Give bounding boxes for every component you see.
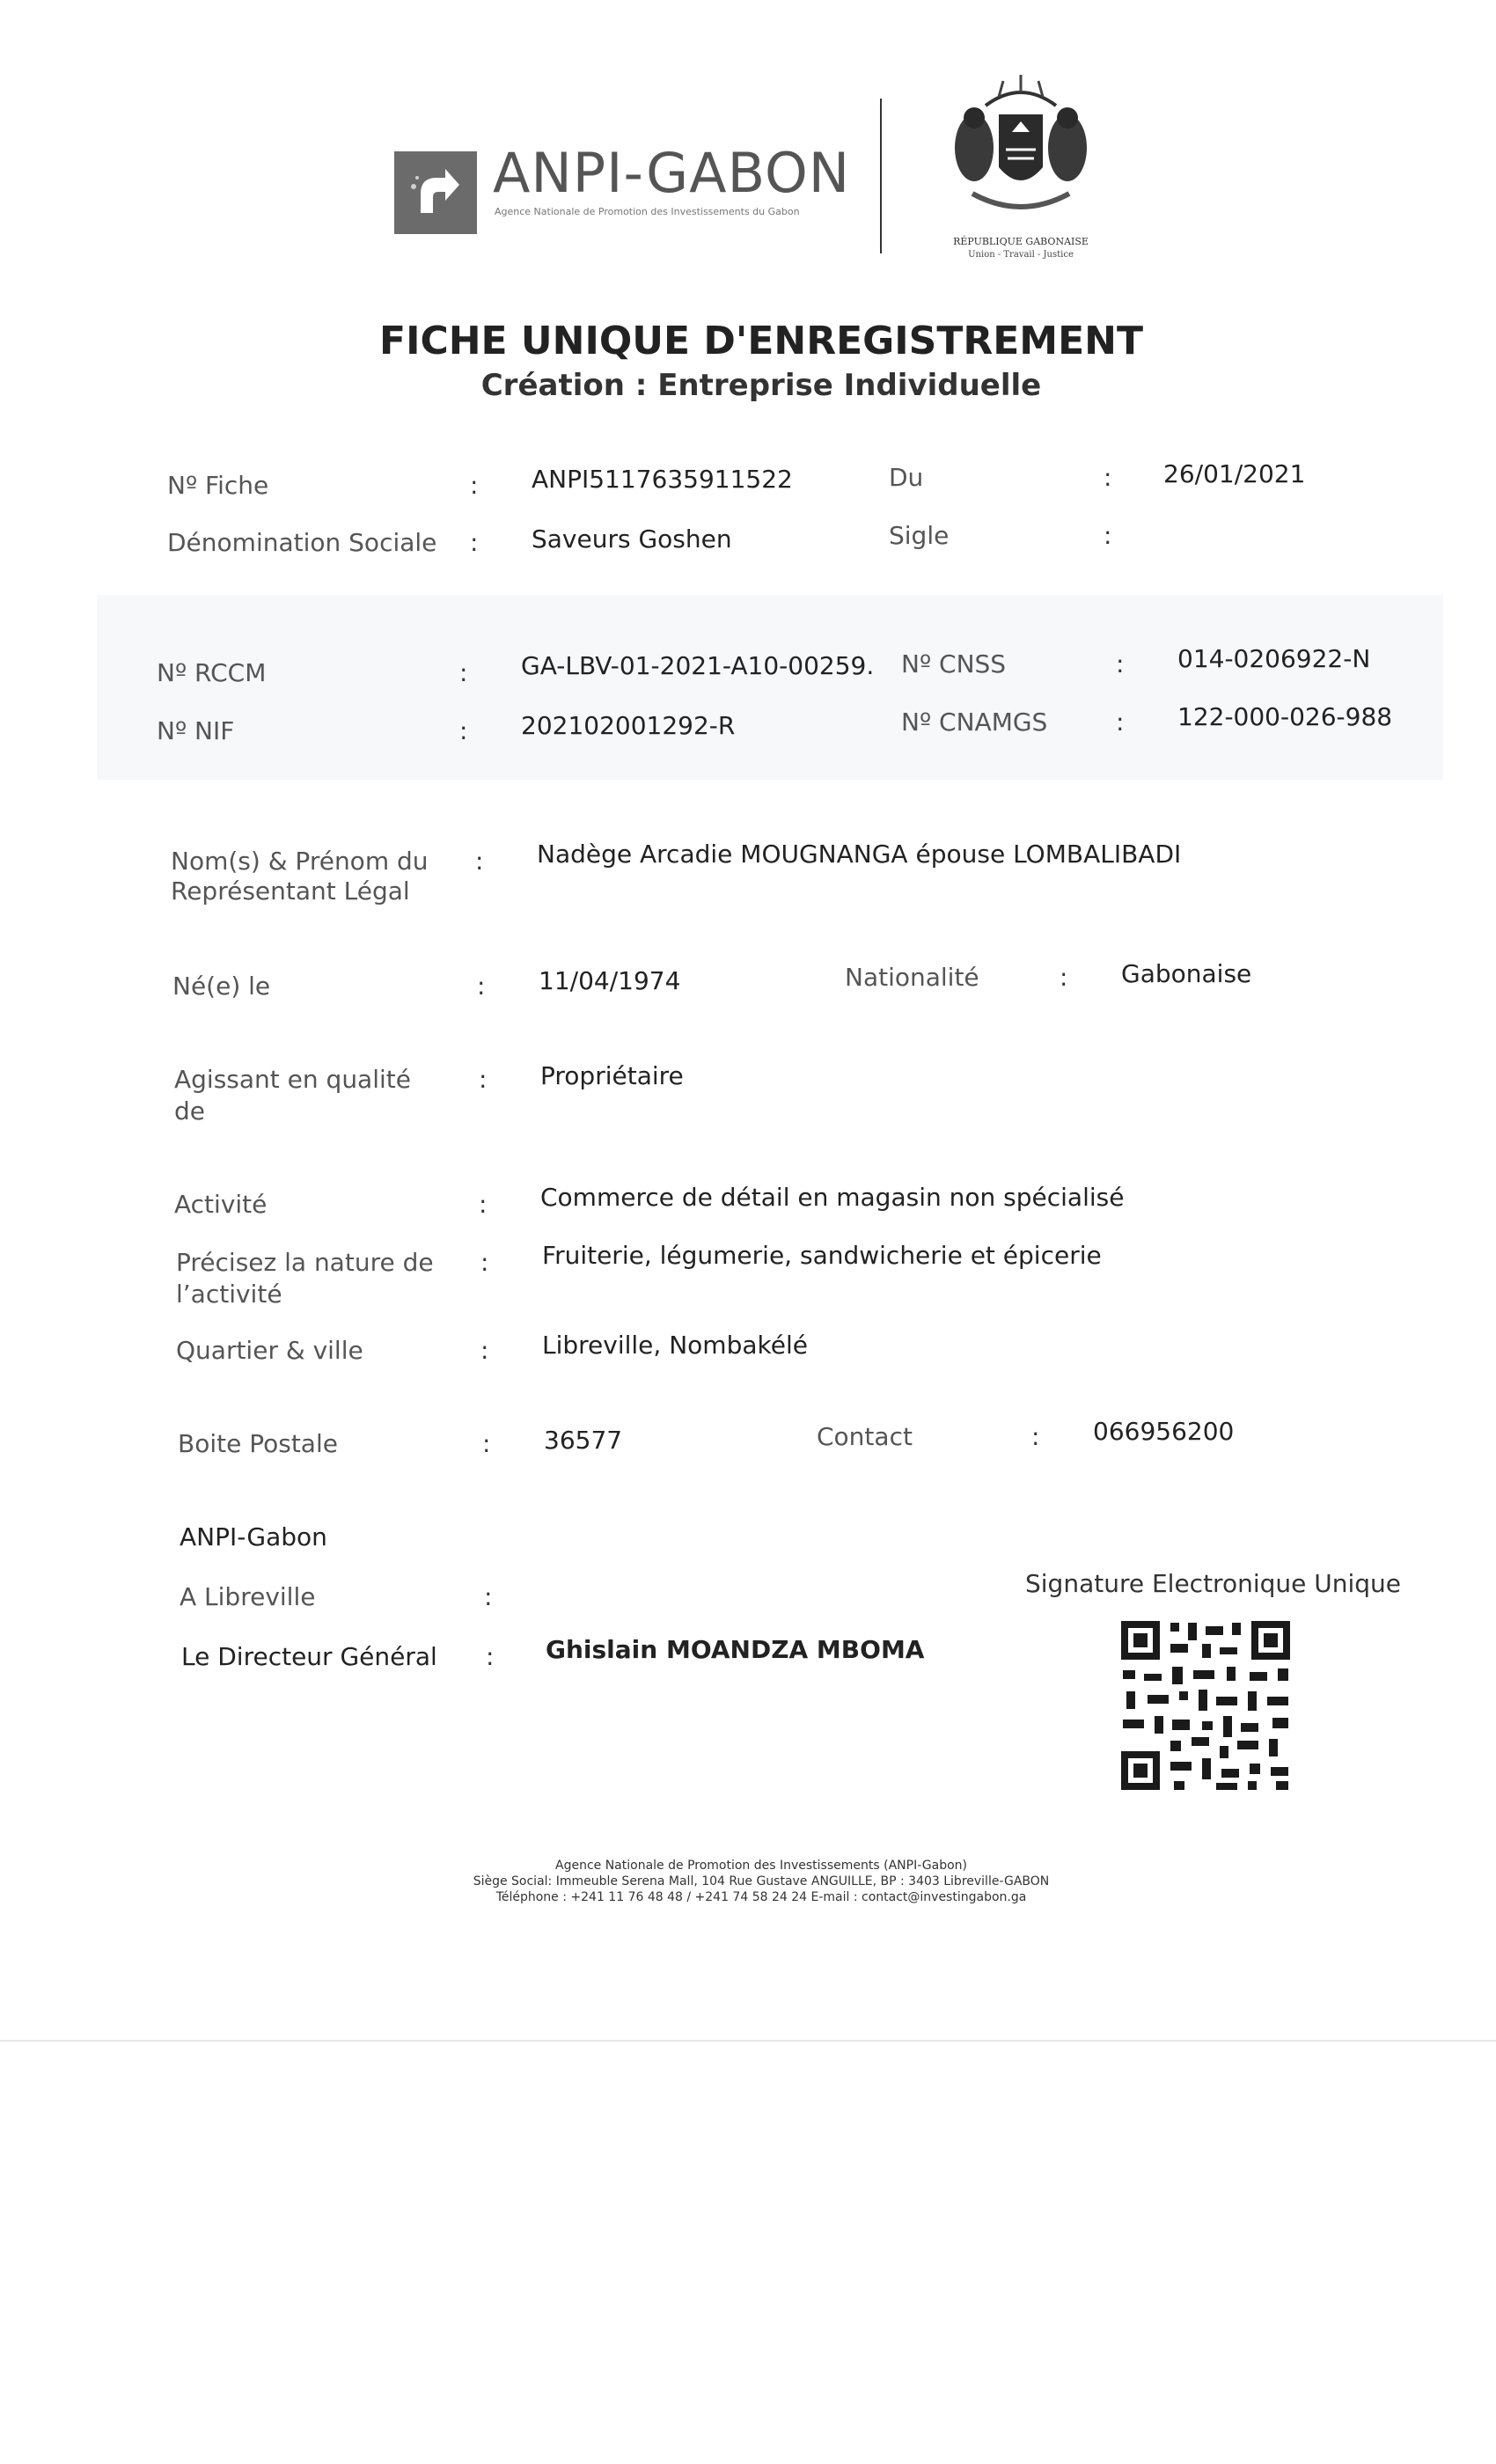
nature-colon: :	[480, 1248, 489, 1277]
ne-le-value: 11/04/1974	[539, 966, 681, 995]
nationalite-value: Gabonaise	[1121, 959, 1252, 988]
boite-postale-label: Boite Postale	[178, 1429, 338, 1458]
agency-name: ANPI-Gabon	[180, 1522, 327, 1551]
activite-colon: :	[479, 1190, 488, 1219]
qr-code-icon	[1118, 1617, 1294, 1793]
quartier-colon: :	[480, 1336, 489, 1365]
representant-value: Nadège Arcadie MOUGNANGA épouse LOMBALIBADI	[537, 840, 1182, 869]
scan-page-edge	[0, 2040, 1496, 2042]
du-colon: :	[1104, 463, 1112, 492]
nature-label-line1: Précisez la nature de	[176, 1248, 434, 1277]
qualite-label-line2: de	[174, 1096, 205, 1126]
rccm-value: GA-LBV-01-2021-A10-00259.	[521, 651, 875, 680]
cnamgs-value: 122-000-026-988	[1177, 702, 1393, 731]
representant-label-line2: Représentant Légal	[171, 876, 410, 906]
nationalite-label: Nationalité	[845, 963, 979, 992]
logo-tagline: Agence Nationale de Promotion des Investissements du Gabon	[495, 206, 800, 217]
nature-label-line2: l’activité	[176, 1280, 282, 1309]
qualite-colon: :	[479, 1065, 488, 1094]
du-label: Du	[889, 463, 924, 492]
e-signature-title: Signature Electronique Unique	[1025, 1569, 1402, 1598]
rccm-colon: :	[459, 658, 468, 687]
cnamgs-colon: :	[1116, 708, 1125, 737]
denomination-label: Dénomination Sociale	[167, 528, 437, 557]
nif-value: 202102001292-R	[521, 711, 736, 740]
ne-le-colon: :	[477, 972, 486, 1001]
director-name: Ghislain MOANDZA MBOMA	[546, 1635, 925, 1664]
director-colon: :	[486, 1642, 495, 1671]
denomination-colon: :	[470, 528, 479, 557]
document-subtitle: Création : Entreprise Individuelle	[480, 368, 1042, 403]
qualite-label-line1: Agissant en qualité	[174, 1065, 411, 1094]
anpi-logo-mark	[394, 151, 477, 234]
ne-le-label: Né(e) le	[172, 972, 271, 1001]
representant-colon: :	[475, 847, 484, 876]
quartier-label: Quartier & ville	[176, 1336, 363, 1365]
coat-of-arms-icon	[937, 70, 1104, 229]
boite-postale-value: 36577	[544, 1426, 623, 1455]
fiche-value: ANPI5117635911522	[532, 465, 793, 494]
cnss-value: 014-0206922-N	[1177, 644, 1371, 673]
footer-line1: Agence Nationale de Promotion des Investissements (ANPI-Gabon)	[555, 1859, 967, 1873]
activite-label: Activité	[174, 1190, 268, 1219]
header-divider	[880, 99, 882, 253]
contact-value: 066956200	[1093, 1417, 1235, 1446]
nif-colon: :	[459, 716, 468, 745]
cnamgs-label: Nº CNAMGS	[901, 708, 1048, 737]
director-label: Le Directeur Général	[181, 1642, 437, 1671]
city-label: A Libreville	[180, 1582, 316, 1611]
du-value: 26/01/2021	[1163, 459, 1306, 488]
republic-motto: Union - Travail - Justice	[968, 250, 1074, 260]
boite-postale-colon: :	[482, 1429, 491, 1458]
cnss-label: Nº CNSS	[901, 649, 1007, 678]
nif-label: Nº NIF	[157, 716, 235, 745]
nature-value: Fruiterie, légumerie, sandwicherie et épicerie	[542, 1241, 1102, 1270]
sigle-label: Sigle	[889, 521, 950, 550]
republic-name: RÉPUBLIQUE GABONAISE	[953, 236, 1089, 247]
city-colon: :	[484, 1582, 493, 1611]
fiche-label: Nº Fiche	[167, 471, 269, 500]
qualite-value: Propriétaire	[540, 1061, 684, 1090]
registration-band	[97, 595, 1443, 780]
quartier-value: Libreville, Nombakélé	[542, 1331, 808, 1360]
nationalite-colon: :	[1060, 963, 1068, 992]
fiche-colon: :	[470, 471, 479, 500]
footer-line2: Siège Social: Immeuble Serena Mall, 104 Rue Gustave ANGUILLE, BP : 3403 Libreville-GABON	[473, 1874, 1050, 1888]
arrow-icon	[394, 151, 477, 234]
footer-line3: Téléphone : +241 11 76 48 48 / +241 74 58 24 24 E-mail : contact@investingabon.ga	[495, 1890, 1027, 1904]
rccm-label: Nº RCCM	[157, 658, 267, 687]
document-title: FICHE UNIQUE D'ENREGISTREMENT	[379, 319, 1143, 363]
representant-label-line1: Nom(s) & Prénom du	[171, 847, 429, 876]
activite-value: Commerce de détail en magasin non spécialisé	[540, 1183, 1125, 1212]
cnss-colon: :	[1116, 649, 1125, 678]
contact-colon: :	[1031, 1422, 1040, 1451]
sigle-colon: :	[1104, 521, 1112, 550]
denomination-value: Saveurs Goshen	[532, 524, 732, 554]
contact-label: Contact	[817, 1422, 913, 1451]
logo-name: ANPI-GABON	[493, 141, 851, 205]
